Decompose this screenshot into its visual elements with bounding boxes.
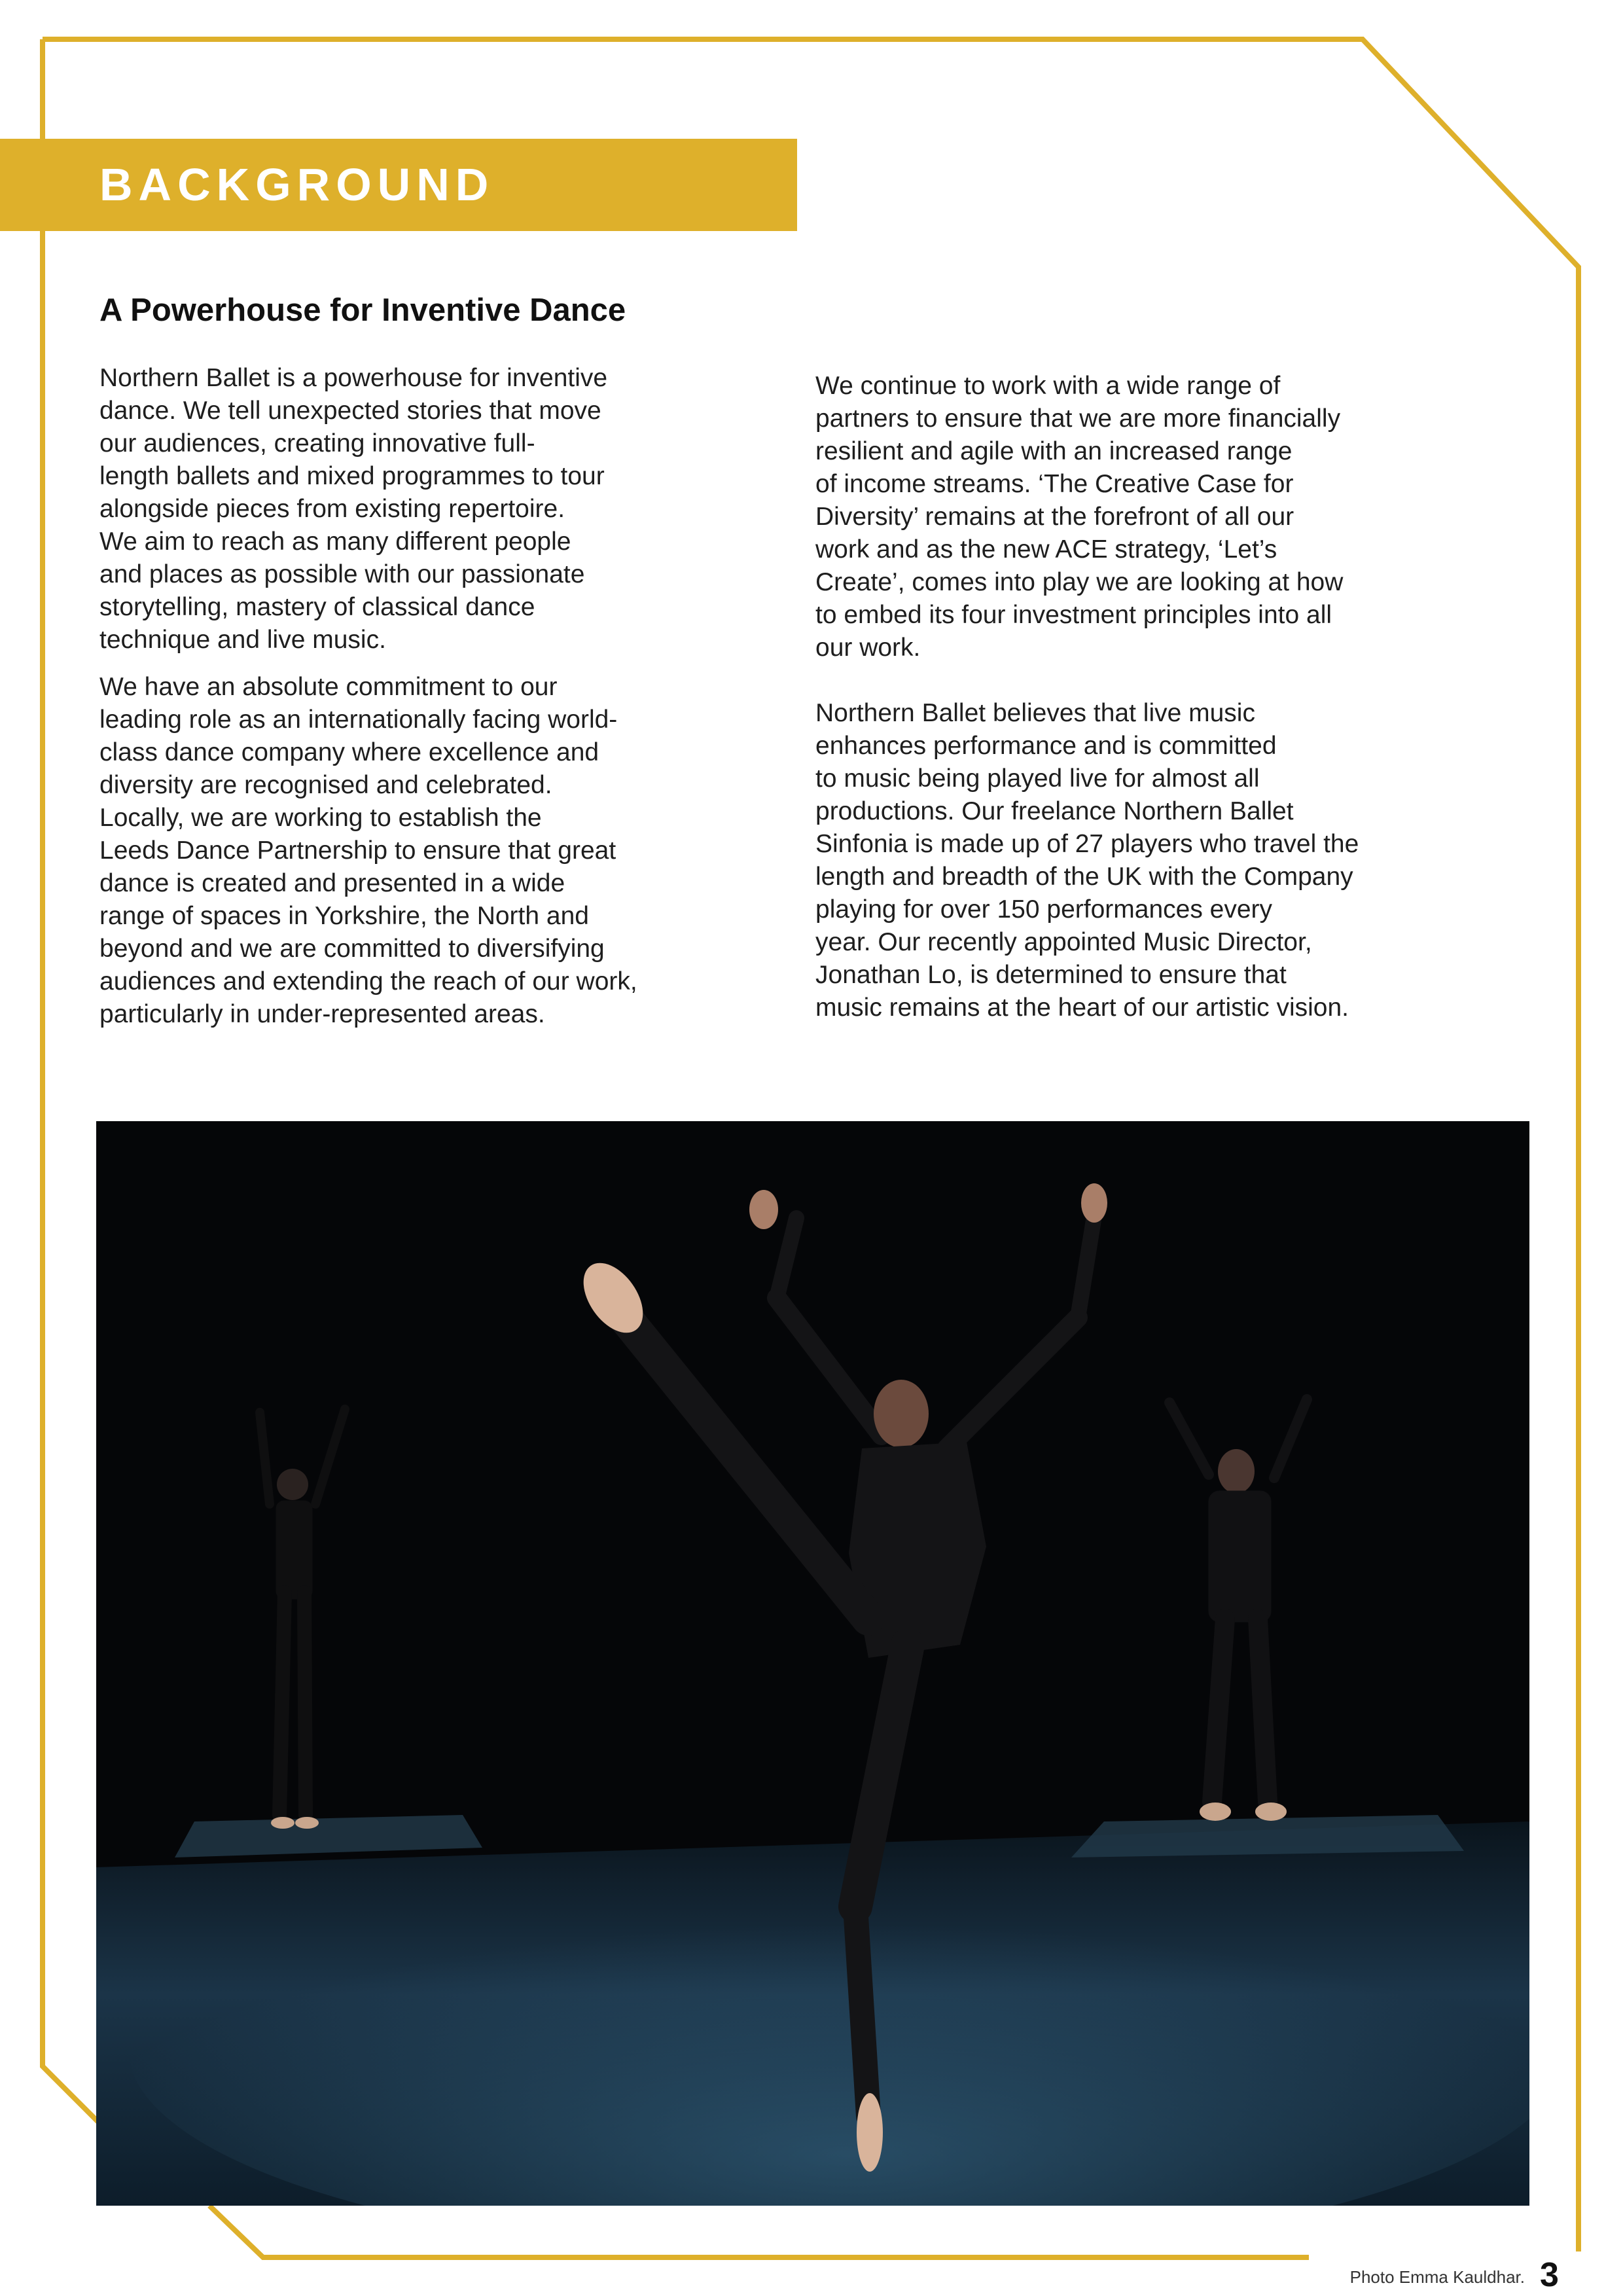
left-paragraph-2: We have an absolute commitment to our leading role as an internationally facing world- class dance company where excellence and diversity are recognised and celebrated. Locally, we are working to establish the Leeds Dance Partnership to ensure that great dance is created and presented in a wide range of spaces in Yorkshire, the North and beyond and we are committed to diversifying audiences and extending the reach of our work, particularly in under-represented areas. <box>99 673 637 1028</box>
right-text-column <box>815 370 1496 1024</box>
frame-left <box>43 39 98 2122</box>
floor-panel-right <box>1071 1815 1464 1857</box>
left-text-column <box>99 362 780 1031</box>
dance-photo <box>96 1121 1529 2206</box>
right-paragraph-1: We continue to work with a wide range of partners to ensure that we are more financially resilient and agile with an increased range of income streams. ‘The Creative Case for Diversity’ remains at the forefront of all our work and as the new ACE strategy, ‘Let’s Create’, comes into play we are looking at how to embed its four investment principles into all our work. <box>815 372 1344 662</box>
page-number: 3 <box>1540 2256 1559 2294</box>
article-heading: A Powerhouse for Inventive Dance <box>99 293 626 328</box>
right-paragraph-2: Northern Ballet believes that live music enhances performance and is committed to music being played live for almost all productions. Our freelance Northern Ballet Sinfonia is made up of 27 players who travel the length and breadth of the UK with the Company playing for over 150 performances every year. Our recently appointed Music Director, Jonathan Lo, is determined to ensure that music remains at the heart of our artistic vision. <box>815 699 1359 1022</box>
left-paragraph-1: Northern Ballet is a powerhouse for inventive dance. We tell unexpected stories that move our audiences, creating innovative full- length ballets and mixed programmes to tour alongside pieces from existing repertoire. We aim to reach as many different people and places as possible with our passionate storytelling, mastery of classical dance technique and live music. <box>99 364 608 654</box>
section-title: BACKGROUND <box>99 159 495 210</box>
photo-credit: Photo Emma Kauldhar. <box>1349 2267 1525 2287</box>
frame-bottom <box>209 2206 1309 2257</box>
